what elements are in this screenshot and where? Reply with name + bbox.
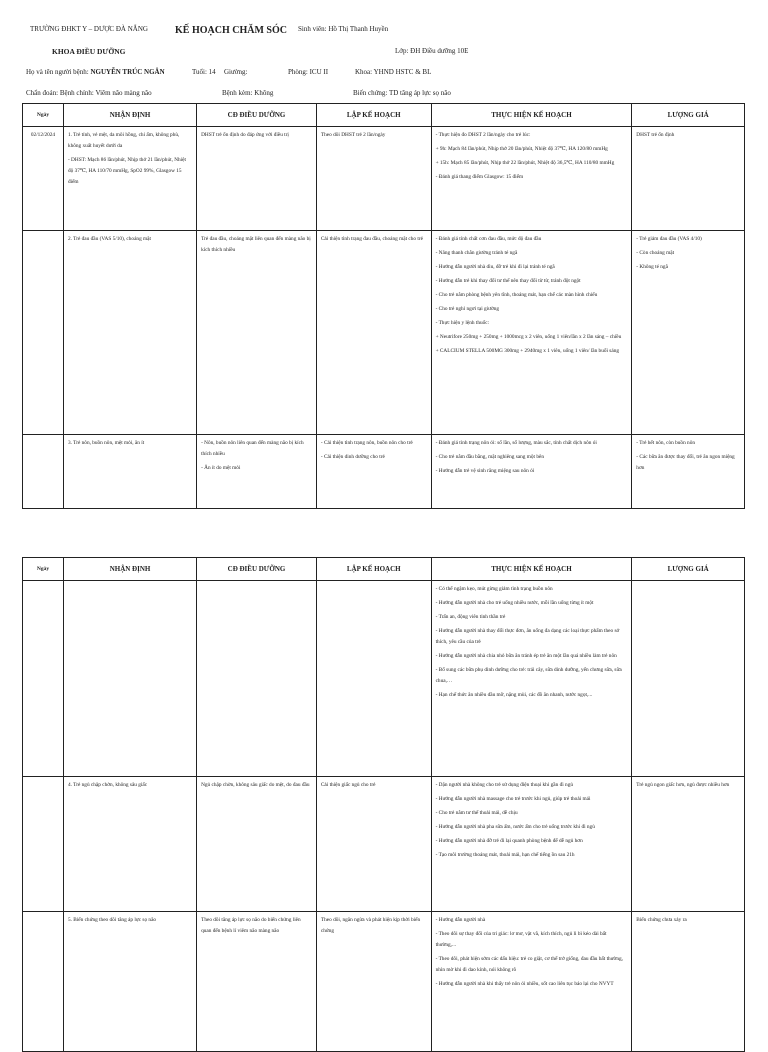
impl-line: - Nâng thanh chắn giường tránh té ngã bbox=[435, 250, 518, 256]
patient-name: NGUYỄN TRÚC NGÂN bbox=[90, 68, 165, 76]
cell-assess bbox=[63, 912, 196, 1052]
impl-line: - Hướng dẫn người nhà dìu, đỡ trẻ khi đi lại tránh té ngã bbox=[435, 264, 555, 270]
assess-line: 3. Trẻ nôn, buồn nôn, mệt mỏi, ăn ít bbox=[67, 440, 145, 446]
table-row bbox=[23, 435, 745, 509]
student-name: Sinh viên: Hồ Thị Thanh Huyền bbox=[298, 25, 389, 33]
assess-line: 4. Trẻ ngủ chập chờn, không sâu giấc bbox=[67, 782, 148, 788]
impl-line: - Theo dõi, phát hiện sớm các dấu hiệu: trẻ co giật, cơ thể trở giống, đau đầu bất thường, nhìn mờ khi đi dao kính, nói không rõ bbox=[435, 956, 623, 973]
impl-line: - Thực hiện y lệnh thuốc: bbox=[435, 320, 490, 326]
patient-bed: Giường: bbox=[224, 68, 248, 76]
care-plan-table-2 bbox=[22, 557, 745, 1052]
impl-line: - Hướng dẫn người nhà khi thấy trẻ nôn ói nhiều, sốt cao liên tục báo lại cho NVYT bbox=[435, 981, 614, 987]
cell-eval bbox=[632, 777, 745, 912]
impl-line: - Dặn người nhà không cho trẻ sử dụng điện thoại khi gần đi ngủ bbox=[435, 782, 573, 788]
impl-line: - Đánh giá tình trạng nôn ói: số lần, số lượng, màu sắc, tính chất dịch nôn ói bbox=[435, 440, 597, 446]
cell-date bbox=[23, 231, 64, 435]
cell-eval bbox=[632, 127, 745, 231]
header-date: Ngày bbox=[23, 104, 64, 127]
cell-diag bbox=[197, 777, 317, 912]
cell-eval bbox=[632, 912, 745, 1052]
impl-line: + 15h: Mạch 85 lần/phút, Nhịp thở 22 lần/phút, Nhiệt độ 36,5℃, HA 110/80 mmHg bbox=[435, 160, 615, 166]
header-assessment: NHẬN ĐỊNH bbox=[63, 558, 196, 581]
plan-line: Theo dõi, ngăn ngừa và phát hiện kịp thời biến chứng bbox=[320, 917, 421, 934]
cell-eval bbox=[632, 581, 745, 777]
cell-impl bbox=[431, 127, 632, 231]
class-name: Lớp: ĐH Điều dưỡng 10E bbox=[395, 47, 469, 55]
cell-diag bbox=[197, 127, 317, 231]
cell-impl bbox=[431, 231, 632, 435]
diag-line: DHST trẻ ổn định do đáp ứng với điều trị bbox=[201, 132, 289, 138]
impl-line: - Đánh giá tính chất cơn đau đầu, mức độ đau đầu bbox=[435, 236, 542, 242]
cell-plan bbox=[316, 912, 431, 1052]
cell-assess bbox=[63, 127, 196, 231]
impl-line: + Neutrifore 250mg + 250mg + 1000mcg x 2 viên, uống 1 viên/lần x 2 lần sáng – chiều bbox=[435, 334, 622, 340]
plan-line: Cải thiện tình trạng đau đầu, choáng mặt cho trẻ bbox=[320, 236, 423, 242]
header-implementation: THỰC HIỆN KẾ HOẠCH bbox=[431, 104, 632, 127]
eval-line: - Trẻ giảm đau đầu (VAS 4/10) bbox=[636, 236, 702, 242]
impl-line: - Hướng dẫn người nhà thay đổi thực đơn, ăn uống đa dạng các loại thực phẩm theo sở thích, yêu cầu của trẻ bbox=[435, 628, 620, 645]
cell-date bbox=[23, 435, 64, 509]
impl-line: - Tạo môi trường thoáng mát, thoải mái, hạn chế tiếng ồn sau 21h bbox=[435, 852, 575, 858]
diag-line: Ngủ chập chờn, không sâu giấc do mệt, do đau đầu bbox=[201, 782, 310, 788]
cell-plan bbox=[316, 127, 431, 231]
patient-room: Phòng: ICU II bbox=[288, 68, 329, 76]
page-title: KẾ HOẠCH CHĂM SÓC bbox=[175, 25, 287, 36]
impl-line: - Hướng dẫn người nhà đỡ trẻ đi lại quanh phòng bệnh để dễ ngủ hơn bbox=[435, 838, 583, 844]
impl-line: + CALCIUM STELLA 500MG 300mg + 2940mg x 1 viên, uống 1 viên/ lần buổi sáng bbox=[435, 348, 619, 354]
impl-line: - Đánh giá thang điểm Glasgow: 15 điểm bbox=[435, 174, 524, 180]
cell-date bbox=[23, 912, 64, 1052]
eval-line: DHST trẻ ổn định bbox=[636, 132, 675, 138]
patient-ward: Khoa: YHND HSTC & BL bbox=[355, 68, 432, 76]
header-nursing-diagnosis: CĐ ĐIỀU DƯỠNG bbox=[197, 558, 317, 581]
table-row bbox=[23, 231, 745, 435]
cell-date bbox=[23, 581, 64, 777]
comorbidity: Bệnh kèm: Không bbox=[222, 89, 274, 97]
table-header-row bbox=[23, 558, 745, 581]
impl-line: - Trấn an, động viên tinh thần trẻ bbox=[435, 614, 506, 620]
cell-date bbox=[23, 777, 64, 912]
impl-line: - Cho trẻ nằm phòng bệnh yên tĩnh, thoáng mát, hạn chế các màn hình chiếu bbox=[435, 292, 598, 298]
header-evaluation: LƯỢNG GIÁ bbox=[632, 558, 745, 581]
impl-line: - Hướng dẫn người nhà bbox=[435, 917, 486, 923]
school-name: TRƯỜNG ĐHKT Y – DƯỢC ĐÀ NẴNG bbox=[30, 25, 148, 33]
impl-line: + 9h: Mạch 84 lần/phút, Nhịp thở 20 lần/phút, Nhiệt độ 37℃, HA 120/80 mmHg bbox=[435, 146, 608, 152]
impl-line: - Hướng dẫn người nhà pha sữa ấm, nước ấm cho trẻ uống trước khi đi ngủ bbox=[435, 824, 595, 830]
assess-line: 1. Trẻ tỉnh, vẻ mệt, da môi hồng, chi ấm, không phù, không xuất huyết dưới da bbox=[67, 132, 180, 149]
plan-line: Cải thiện giấc ngủ cho trẻ bbox=[320, 782, 376, 788]
cell-assess bbox=[63, 581, 196, 777]
header-implementation: THỰC HIỆN KẾ HOẠCH bbox=[431, 558, 632, 581]
header-assessment: NHẬN ĐỊNH bbox=[63, 104, 196, 127]
table-row bbox=[23, 777, 745, 912]
cell-impl bbox=[431, 435, 632, 509]
impl-line: - Hướng dẫn người nhà chia nhỏ bữa ăn tránh ép trẻ ăn một lần quá nhiều làm trẻ nôn bbox=[435, 653, 617, 659]
cell-impl bbox=[431, 912, 632, 1052]
plan-line: Theo dõi DHST trẻ 2 lần/ngày bbox=[320, 132, 386, 138]
impl-line: - Bổ sung các bữa phụ dinh dưỡng cho trẻ: trái cây, sữa dinh dưỡng, yến chưng sữa, sữa chua,… bbox=[435, 667, 622, 684]
cell-diag bbox=[197, 581, 317, 777]
impl-line: - Cho trẻ nằm tư thế thoải mái, dễ chịu bbox=[435, 810, 518, 816]
cell-date bbox=[23, 127, 64, 231]
patient-row bbox=[26, 68, 165, 76]
impl-line: - Có thể ngậm kẹo, mút gừng giảm tình trạng buồn nôn bbox=[435, 586, 553, 592]
header-nursing-diagnosis: CĐ ĐIỀU DƯỠNG bbox=[197, 104, 317, 127]
impl-line: - Hướng dẫn trẻ khi thay đổi tư thế nên thay đổi từ từ, tránh đột ngột bbox=[435, 278, 581, 284]
patient-age: Tuổi: 14 bbox=[192, 68, 216, 76]
cell-plan bbox=[316, 435, 431, 509]
assess-line: 5. Biến chứng theo dõi tăng áp lực sọ não bbox=[67, 917, 157, 923]
impl-line: - Hướng dẫn người nhà cho trẻ uống nhiều nước, mỗi lần uống từng ít một bbox=[435, 600, 594, 606]
eval-line: - Trẻ hết nôn, còn buồn nôn bbox=[636, 440, 696, 446]
eval-line: - Không té ngã bbox=[636, 264, 668, 270]
impl-line: - Cho trẻ nằm đầu bằng, mặt nghiêng sang một bên bbox=[435, 454, 544, 460]
cell-assess bbox=[63, 435, 196, 509]
table-row bbox=[23, 581, 745, 777]
diag-line: - Ăn ít do mệt mỏi bbox=[201, 465, 241, 471]
diag-line: Trẻ đau đầu, choáng mặt liên quan đến màng não bị kích thích nhiều bbox=[201, 236, 311, 253]
care-plan-table-1 bbox=[22, 103, 745, 509]
complication: Biến chứng: TD tăng áp lực sọ não bbox=[353, 89, 451, 97]
table-row bbox=[23, 127, 745, 231]
header-date: Ngày bbox=[23, 558, 64, 581]
eval-line: - Còn choáng mặt bbox=[636, 250, 675, 256]
cell-diag bbox=[197, 912, 317, 1052]
cell-assess bbox=[63, 777, 196, 912]
cell-impl bbox=[431, 777, 632, 912]
department: KHOA ĐIỀU DƯỠNG bbox=[52, 47, 126, 56]
impl-line: - Thực hiện đo DHST 2 lần/ngày cho trẻ lúc: bbox=[435, 132, 531, 138]
table-row bbox=[23, 912, 745, 1052]
header-planning: LẬP KẾ HOẠCH bbox=[316, 104, 431, 127]
impl-line: - Cho trẻ nghỉ ngơi tại giường bbox=[435, 306, 500, 312]
cell-eval bbox=[632, 435, 745, 509]
date-text: 02/12/2024 bbox=[30, 132, 56, 138]
diagnosis: Chẩn đoán: Bệnh chính: Viêm não màng não bbox=[26, 89, 152, 97]
diag-line: - Nôn, buồn nôn liên quan đến màng não bị kích thích nhiều bbox=[201, 440, 304, 457]
cell-assess bbox=[63, 231, 196, 435]
impl-line: - Hướng dẫn người nhà massage cho trẻ trước khi ngủ, giúp trẻ thoải mái bbox=[435, 796, 591, 802]
cell-diag bbox=[197, 231, 317, 435]
impl-line: - Hướng dẫn trẻ vệ sinh răng miệng sau nôn ói bbox=[435, 468, 535, 474]
patient-label: Họ và tên người bệnh: bbox=[26, 68, 89, 76]
plan-line: - Cải thiện dinh dưỡng cho trẻ bbox=[320, 454, 385, 460]
header-planning: LẬP KẾ HOẠCH bbox=[316, 558, 431, 581]
assess-line: - DHST: Mạch 86 lần/phút, Nhịp thở 21 lần/phút, Nhiệt độ 37℃, HA 110/70 mmHg, SpO2 99%, Glasgow 15 điểm bbox=[67, 157, 186, 185]
impl-line: - Theo dõi sự thay đổi của tri giác: lơ mơ, vật vã, kích thích, ngủ li bì kéo dài bất thường,... bbox=[435, 931, 607, 948]
cell-diag bbox=[197, 435, 317, 509]
cell-plan bbox=[316, 777, 431, 912]
eval-line: Trẻ ngủ ngon giấc hơn, ngủ được nhiều hơn bbox=[636, 782, 730, 788]
diag-line: Theo dõi tăng áp lực sọ não do biến chứng liên quan đến bệnh lí viêm não màng não bbox=[201, 917, 301, 934]
impl-line: - Hạn chế thức ăn nhiều dầu mỡ, nặng mùi, các đồ ăn nhanh, nước ngọt,... bbox=[435, 692, 593, 698]
plan-line: - Cải thiện tình trạng nôn, buồn nôn cho trẻ bbox=[320, 440, 413, 446]
header-evaluation: LƯỢNG GIÁ bbox=[632, 104, 745, 127]
cell-plan bbox=[316, 231, 431, 435]
eval-line: Biến chứng chưa xảy ra bbox=[636, 917, 687, 923]
assess-line: 2. Trẻ đau đầu (VAS 5/10), choáng mặt bbox=[67, 236, 151, 242]
cell-eval bbox=[632, 231, 745, 435]
cell-impl bbox=[431, 581, 632, 777]
table-header-row bbox=[23, 104, 745, 127]
eval-line: - Các bữa ăn được thay đổi, trẻ ăn ngon miệng hơn bbox=[636, 454, 735, 471]
cell-plan bbox=[316, 581, 431, 777]
